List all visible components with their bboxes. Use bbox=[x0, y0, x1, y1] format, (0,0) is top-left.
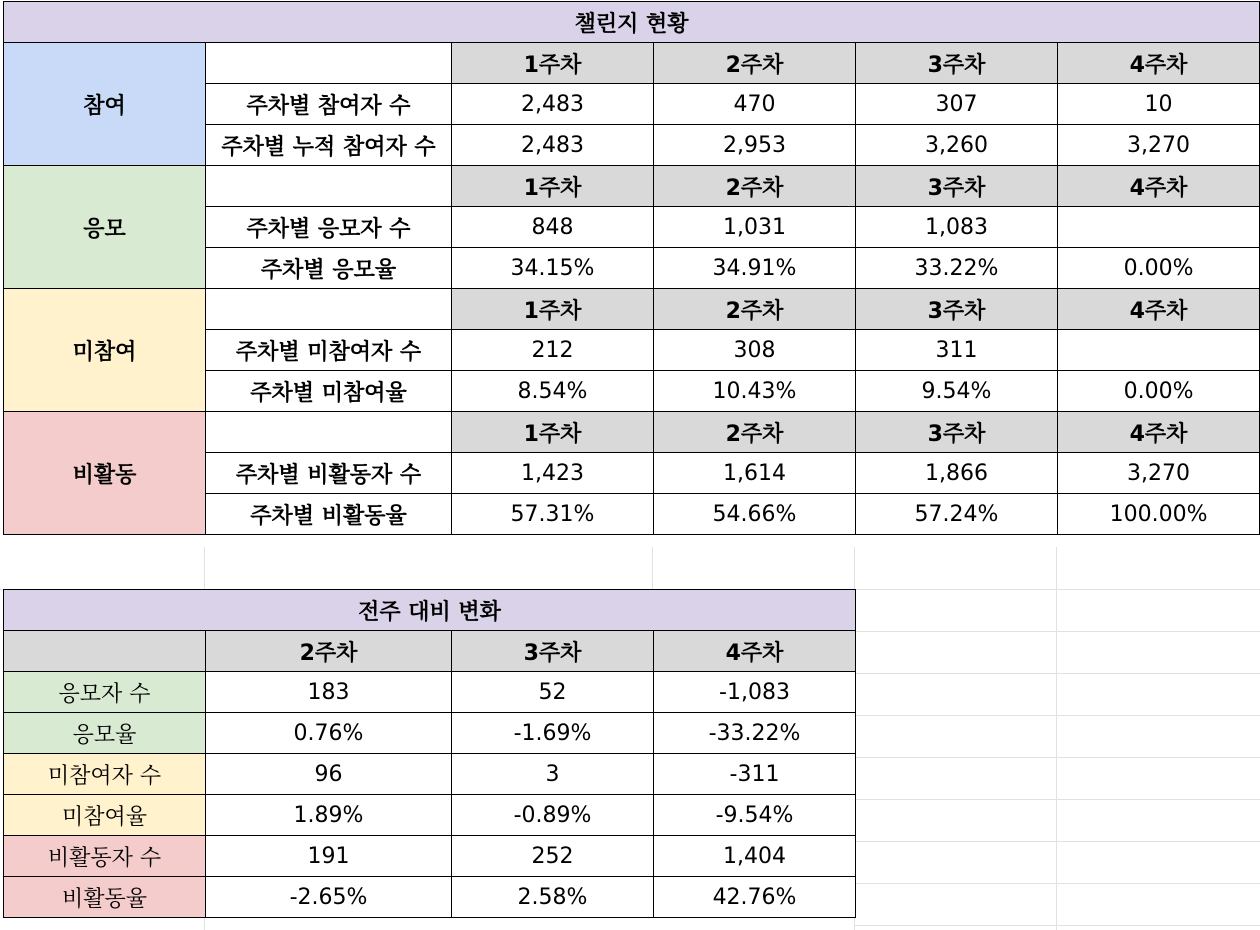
week-header[interactable]: 4주차 bbox=[1058, 166, 1260, 207]
value-cell[interactable]: 3,270 bbox=[1058, 453, 1260, 494]
value-cell[interactable]: 183 bbox=[206, 672, 452, 713]
week-header[interactable]: 1주차 bbox=[452, 289, 654, 330]
value-cell[interactable]: 96 bbox=[206, 754, 452, 795]
row-label[interactable]: 주차별 응모자 수 bbox=[206, 207, 452, 248]
value-cell[interactable]: 1,031 bbox=[654, 207, 856, 248]
value-cell[interactable]: 1,614 bbox=[654, 453, 856, 494]
value-cell[interactable]: 2.58% bbox=[452, 877, 654, 918]
value-cell[interactable]: 54.66% bbox=[654, 494, 856, 535]
week-header[interactable]: 3주차 bbox=[856, 289, 1058, 330]
week-header[interactable]: 4주차 bbox=[1058, 43, 1260, 84]
value-cell[interactable]: 33.22% bbox=[856, 248, 1058, 289]
value-cell[interactable]: 3,270 bbox=[1058, 125, 1260, 166]
value-cell[interactable]: 2,483 bbox=[452, 125, 654, 166]
row-label[interactable]: 미참여율 bbox=[4, 795, 206, 836]
value-cell[interactable]: 308 bbox=[654, 330, 856, 371]
week-header[interactable]: 4주차 bbox=[1058, 412, 1260, 453]
value-cell[interactable]: 9.54% bbox=[856, 371, 1058, 412]
value-cell[interactable]: 470 bbox=[654, 84, 856, 125]
value-cell[interactable]: 100.00% bbox=[1058, 494, 1260, 535]
row-label[interactable]: 미참여자 수 bbox=[4, 754, 206, 795]
blank-header-cell[interactable] bbox=[206, 43, 452, 84]
value-cell[interactable]: -2.65% bbox=[206, 877, 452, 918]
week-header[interactable]: 2주차 bbox=[654, 289, 856, 330]
week-header[interactable]: 1주차 bbox=[452, 166, 654, 207]
week-header[interactable]: 2주차 bbox=[654, 43, 856, 84]
value-cell[interactable]: 1.89% bbox=[206, 795, 452, 836]
value-cell[interactable]: 1,866 bbox=[856, 453, 1058, 494]
value-cell[interactable]: 307 bbox=[856, 84, 1058, 125]
value-cell[interactable]: 57.31% bbox=[452, 494, 654, 535]
value-cell[interactable]: 57.24% bbox=[856, 494, 1058, 535]
row-label[interactable]: 비활동자 수 bbox=[4, 836, 206, 877]
week-header[interactable]: 1주차 bbox=[452, 412, 654, 453]
row-label[interactable]: 주차별 참여자 수 bbox=[206, 84, 452, 125]
category-inactive[interactable]: 비활동 bbox=[4, 412, 206, 535]
value-cell[interactable]: 52 bbox=[452, 672, 654, 713]
weekly-change-table bbox=[3, 589, 856, 918]
value-cell[interactable]: 2,483 bbox=[452, 84, 654, 125]
value-cell[interactable]: -33.22% bbox=[654, 713, 856, 754]
value-cell[interactable]: 3 bbox=[452, 754, 654, 795]
row-label[interactable]: 주차별 누적 참여자 수 bbox=[206, 125, 452, 166]
category-participation[interactable]: 참여 bbox=[4, 43, 206, 166]
value-cell[interactable]: 0.00% bbox=[1058, 248, 1260, 289]
change-table-title[interactable]: 전주 대비 변화 bbox=[4, 590, 856, 631]
value-cell[interactable]: 10.43% bbox=[654, 371, 856, 412]
week-header[interactable]: 1주차 bbox=[452, 43, 654, 84]
category-entry[interactable]: 응모 bbox=[4, 166, 206, 289]
week-header[interactable]: 3주차 bbox=[856, 43, 1058, 84]
week-header[interactable]: 4주차 bbox=[1058, 289, 1260, 330]
value-cell[interactable]: 10 bbox=[1058, 84, 1260, 125]
value-cell[interactable]: 0.76% bbox=[206, 713, 452, 754]
row-label[interactable]: 비활동율 bbox=[4, 877, 206, 918]
value-cell[interactable]: 8.54% bbox=[452, 371, 654, 412]
value-cell[interactable] bbox=[1058, 330, 1260, 371]
value-cell[interactable]: 191 bbox=[206, 836, 452, 877]
value-cell[interactable]: 42.76% bbox=[654, 877, 856, 918]
row-label[interactable]: 주차별 비활동자 수 bbox=[206, 453, 452, 494]
week-header[interactable]: 2주차 bbox=[206, 631, 452, 672]
blank-header-cell[interactable] bbox=[206, 166, 452, 207]
value-cell[interactable]: 34.91% bbox=[654, 248, 856, 289]
row-label[interactable]: 주차별 미참여자 수 bbox=[206, 330, 452, 371]
row-label[interactable]: 응모자 수 bbox=[4, 672, 206, 713]
value-cell[interactable]: 212 bbox=[452, 330, 654, 371]
value-cell[interactable]: 34.15% bbox=[452, 248, 654, 289]
blank-header-cell[interactable] bbox=[4, 631, 206, 672]
value-cell[interactable]: -1.69% bbox=[452, 713, 654, 754]
value-cell[interactable]: 848 bbox=[452, 207, 654, 248]
status-table-title[interactable]: 챌린지 현황 bbox=[4, 2, 1260, 43]
blank-header-cell[interactable] bbox=[206, 289, 452, 330]
value-cell[interactable]: 0.00% bbox=[1058, 371, 1260, 412]
value-cell[interactable]: -0.89% bbox=[452, 795, 654, 836]
week-header[interactable]: 3주차 bbox=[856, 412, 1058, 453]
value-cell[interactable]: -9.54% bbox=[654, 795, 856, 836]
value-cell[interactable]: 1,083 bbox=[856, 207, 1058, 248]
week-header[interactable]: 3주차 bbox=[856, 166, 1058, 207]
value-cell[interactable]: -1,083 bbox=[654, 672, 856, 713]
week-header[interactable]: 2주차 bbox=[654, 412, 856, 453]
value-cell[interactable]: -311 bbox=[654, 754, 856, 795]
value-cell[interactable]: 252 bbox=[452, 836, 654, 877]
value-cell[interactable]: 2,953 bbox=[654, 125, 856, 166]
challenge-status-table bbox=[3, 1, 1260, 535]
week-header[interactable]: 2주차 bbox=[654, 166, 856, 207]
value-cell[interactable]: 311 bbox=[856, 330, 1058, 371]
blank-header-cell[interactable] bbox=[206, 412, 452, 453]
week-header[interactable]: 4주차 bbox=[654, 631, 856, 672]
value-cell[interactable]: 1,423 bbox=[452, 453, 654, 494]
row-label[interactable]: 주차별 미참여율 bbox=[206, 371, 452, 412]
week-header[interactable]: 3주차 bbox=[452, 631, 654, 672]
value-cell[interactable] bbox=[1058, 207, 1260, 248]
row-label[interactable]: 주차별 비활동율 bbox=[206, 494, 452, 535]
row-label[interactable]: 주차별 응모율 bbox=[206, 248, 452, 289]
value-cell[interactable]: 3,260 bbox=[856, 125, 1058, 166]
row-label[interactable]: 응모율 bbox=[4, 713, 206, 754]
value-cell[interactable]: 1,404 bbox=[654, 836, 856, 877]
category-non-participation[interactable]: 미참여 bbox=[4, 289, 206, 412]
